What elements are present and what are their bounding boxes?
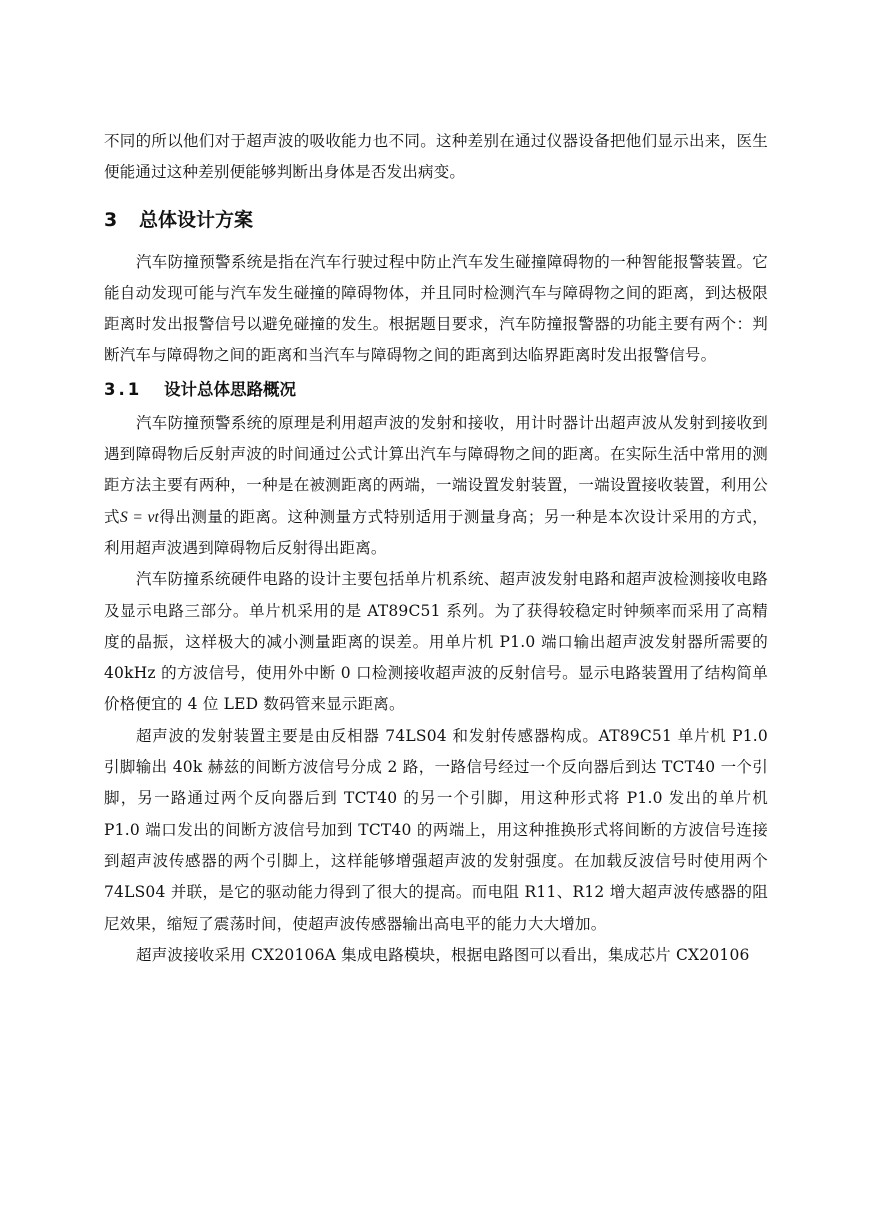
section-3-heading [104, 206, 768, 234]
section-3-1-paragraph-4: 超声波接收采用 CX20106A 集成电路模块，根据电路图可以看出，集成芯片 CX20106 [136, 945, 750, 964]
section-3-1-paragraph-3: 超声波的发射装置主要是由反相器 74LS04 和发射传感器构成。AT89C51 单片机 P1.0 引脚输出 40k 赫兹的间断方波信号分成 2 路，一路信号经过一个反向器后到达 TCT40 一个引脚，另一路通过两个反向器后到 TCT40 的另一个引脚，用这种形式将 P1.0 发出的单片机 P1.0 端口发出的间断方波信号加到 TCT40 的两端上，用这种推换形式将间断的方波信号连接到超声波传感器的两个引脚上，这样能够增强超声波的发射强度。在加载反波信号时使用两个 74LS04 并联，是它的驱动能力得到了很大的提高。而电阻 R11、R12 增大超声波传感器的阻尼效果，缩短了震荡时间，使超声波传感器输出高电平的能力大大增加。 [104, 726, 768, 933]
distance-formula: S = vt [120, 508, 160, 526]
document-page [104, 126, 768, 971]
section-3-1-paragraph-2: 汽车防撞系统硬件电路的设计主要包括单片机系统、超声波发射电路和超声波检测接收电路及显示电路三部分。单片机采用的是 AT89C51 系列。为了获得较稳定时钟频率而采用了高精度的晶振，这样极大的减小测量距离的误差。用单片机 P1.0 端口输出超声波发射器所需要的 40kHz 的方波信号，使用外中断 0 口检测接收超声波的反射信号。显示电路装置用了结构简单价格便宜的 4 位 LED 数码管来显示距离。 [104, 570, 768, 714]
paragraph-1-text-before: 汽车防撞预警系统的原理是利用超声波的发射和接收，用计时器计出超声波从发射到接收到遇到障碍物后反射声波的时间通过公式计算出汽车与障碍物之间的距离。在实际生活中常用的测距方法主要有两种，一种是在被测距离的两端，一端设置发射装置，一端设置接收装置，利用公式 [104, 413, 768, 526]
section-3-1-heading [104, 375, 768, 405]
section-3-1-number: 3.1 [104, 379, 143, 399]
paragraph-1-text-after: 得出测量的距离。这种测量方式特别适用于测量身高；另一种是本次设计采用的方式，利用超声波遇到障碍物后反射得出距离。 [104, 507, 768, 557]
section-3-title: 总体设计方案 [139, 208, 254, 231]
section-3-paragraph: 汽车防撞预警系统是指在汽车行驶过程中防止汽车发生碰撞障碍物的一种智能报警装置。它能自动发现可能与汽车发生碰撞的障碍物体，并且同时检测汽车与障碍物之间的距离，到达极限距离时发出报警信号以避免碰撞的发生。根据题目要求，汽车防撞报警器的功能主要有两个：判断汽车与障碍物之间的距离和当汽车与障碍物之间的距离到达临界距离时发出报警信号。 [104, 252, 768, 365]
section-3-1-title: 设计总体思路概况 [164, 379, 296, 399]
section-3-number: 3 [104, 208, 118, 231]
intro-paragraph: 不同的所以他们对于超声波的吸收能力也不同。这种差别在通过仪器设备把他们显示出来，医生便能通过这种差别便能够判断出身体是否发出病变。 [104, 132, 768, 182]
section-3-1-paragraph-1 [104, 408, 768, 564]
